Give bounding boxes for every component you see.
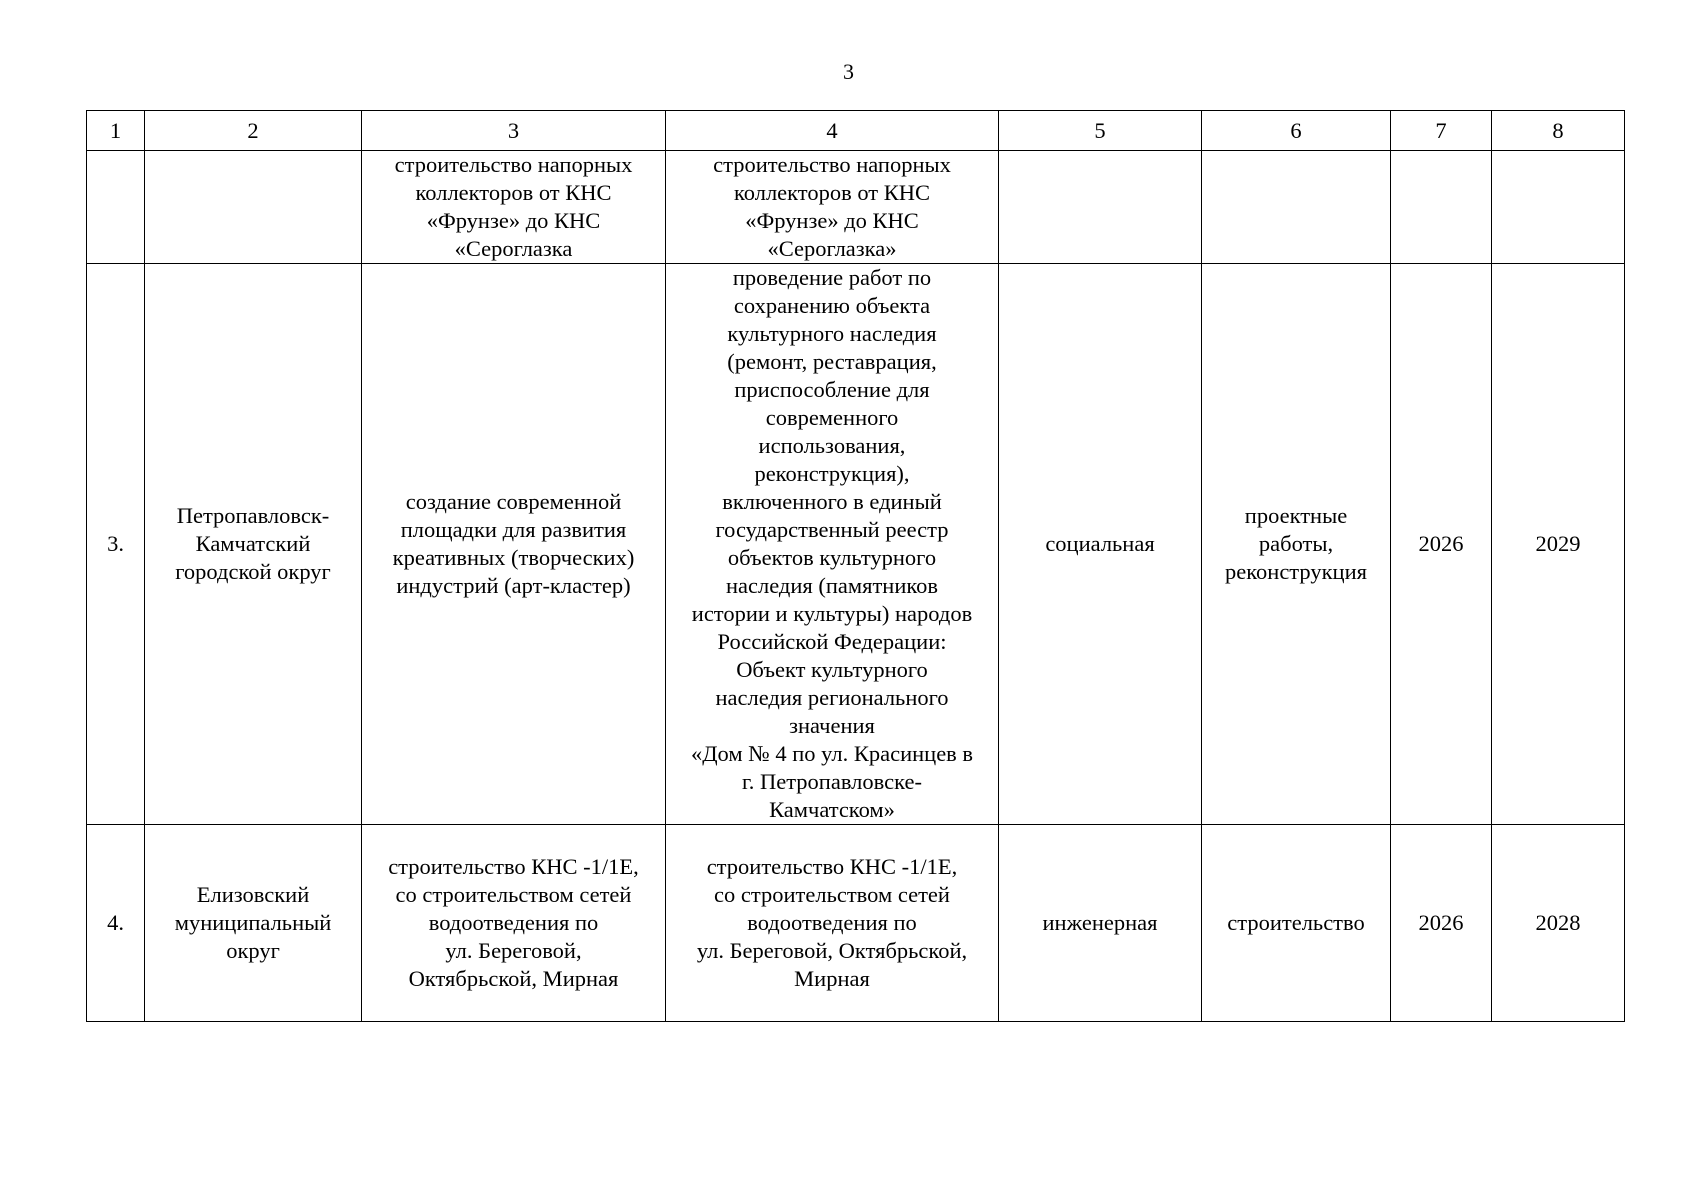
object-cell: строительство КНС -1/1Е, со строительством сетей водоотведения по ул. Береговой, Октябрьской, Мирная	[666, 825, 999, 1022]
start-year-cell	[1391, 151, 1492, 264]
column-header: 3	[362, 111, 666, 151]
type-cell: социальная	[999, 264, 1202, 825]
project-cell: строительство напорных коллекторов от КНС «Фрунзе» до КНС «Сероглазка	[362, 151, 666, 264]
work-cell: проектные работы, реконструкция	[1202, 264, 1391, 825]
table-header-row	[87, 111, 1625, 151]
row-number-cell: 4.	[87, 825, 145, 1022]
end-year-cell: 2029	[1492, 264, 1625, 825]
start-year-cell: 2026	[1391, 825, 1492, 1022]
column-header: 6	[1202, 111, 1391, 151]
object-cell: проведение работ по сохранению объекта культурного наследия (ремонт, реставрация, приспособление для современного использования, реконструкция), включенного в единый государственный реестр объектов культурного наследия (памятников истории и культуры) народов Российской Федерации: Объект культурного наследия регионального значения «Дом № 4 по ул. Красинцев в г. Петропавловске- Камчатском»	[666, 264, 999, 825]
table-row	[87, 825, 1625, 1022]
municipality-cell	[145, 151, 362, 264]
column-header: 8	[1492, 111, 1625, 151]
type-cell: инженерная	[999, 825, 1202, 1022]
table-row	[87, 151, 1625, 264]
municipality-cell: Петропавловск- Камчатский городской округ	[145, 264, 362, 825]
column-header: 5	[999, 111, 1202, 151]
type-cell	[999, 151, 1202, 264]
project-cell: создание современной площадки для развития креативных (творческих) индустрий (арт-кластер)	[362, 264, 666, 825]
column-header: 4	[666, 111, 999, 151]
page-number: 3	[843, 59, 854, 84]
object-cell: строительство напорных коллекторов от КНС «Фрунзе» до КНС «Сероглазка»	[666, 151, 999, 264]
column-header: 2	[145, 111, 362, 151]
municipality-cell: Елизовский муниципальный округ	[145, 825, 362, 1022]
row-number-cell	[87, 151, 145, 264]
projects-table	[86, 110, 1625, 1022]
work-cell	[1202, 151, 1391, 264]
project-cell: строительство КНС -1/1Е, со строительством сетей водоотведения по ул. Береговой, Октябрьской, Мирная	[362, 825, 666, 1022]
end-year-cell	[1492, 151, 1625, 264]
end-year-cell: 2028	[1492, 825, 1625, 1022]
work-cell: строительство	[1202, 825, 1391, 1022]
column-header: 7	[1391, 111, 1492, 151]
table-row	[87, 264, 1625, 825]
column-header: 1	[87, 111, 145, 151]
row-number-cell: 3.	[87, 264, 145, 825]
start-year-cell: 2026	[1391, 264, 1492, 825]
